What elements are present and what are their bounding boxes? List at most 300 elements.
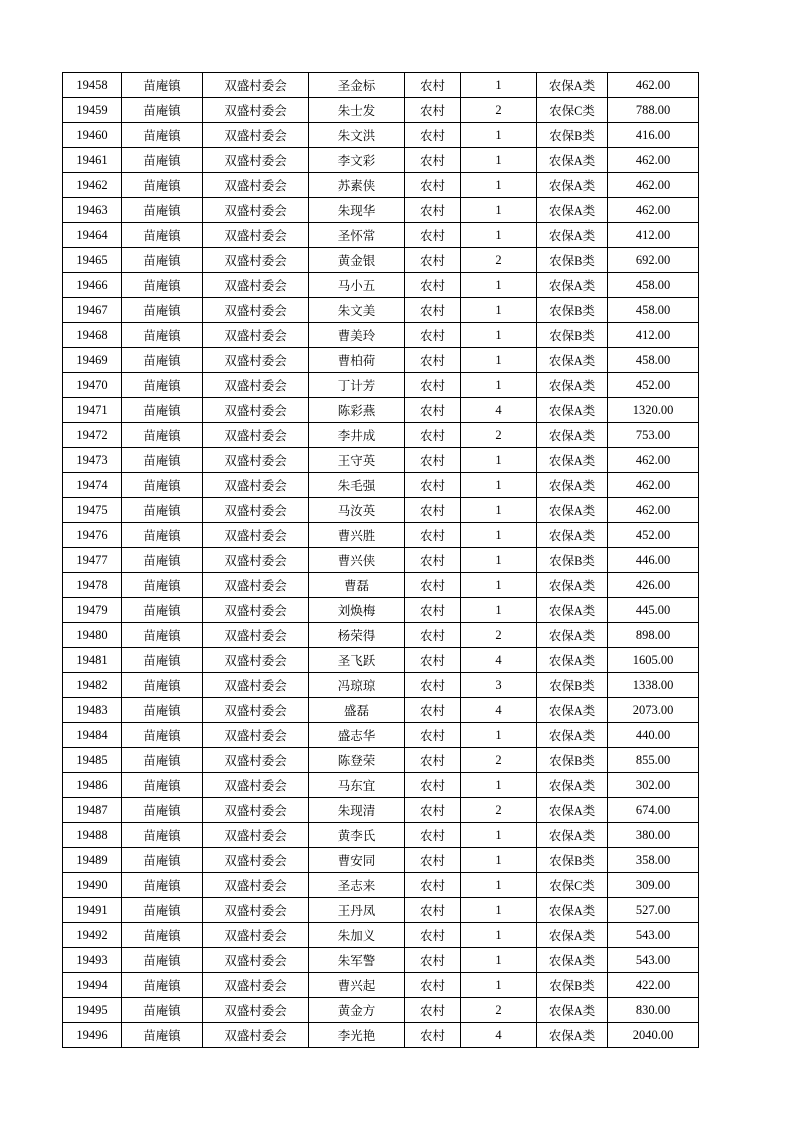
table-row (63, 973, 699, 998)
cell-town: 苗庵镇 (122, 748, 203, 773)
cell-amount: 1338.00 (608, 673, 699, 698)
table-row (63, 548, 699, 573)
cell-id: 19489 (63, 848, 122, 873)
cell-id: 19477 (63, 548, 122, 573)
cell-town: 苗庵镇 (122, 373, 203, 398)
cell-name: 朱文美 (309, 298, 405, 323)
cell-amount: 440.00 (608, 723, 699, 748)
cell-name: 圣志来 (309, 873, 405, 898)
cell-type: 农村 (405, 648, 461, 673)
cell-type: 农村 (405, 473, 461, 498)
cell-insurance: 农保A类 (537, 373, 608, 398)
cell-town: 苗庵镇 (122, 623, 203, 648)
cell-village: 双盛村委会 (203, 548, 309, 573)
cell-id: 19476 (63, 523, 122, 548)
table-row (63, 173, 699, 198)
cell-amount: 753.00 (608, 423, 699, 448)
cell-name: 王守英 (309, 448, 405, 473)
cell-id: 19481 (63, 648, 122, 673)
cell-insurance: 农保B类 (537, 748, 608, 773)
cell-type: 农村 (405, 273, 461, 298)
cell-village: 双盛村委会 (203, 73, 309, 98)
cell-village: 双盛村委会 (203, 248, 309, 273)
cell-town: 苗庵镇 (122, 898, 203, 923)
table-row (63, 648, 699, 673)
cell-amount: 462.00 (608, 498, 699, 523)
table-row (63, 223, 699, 248)
cell-id: 19474 (63, 473, 122, 498)
cell-town: 苗庵镇 (122, 98, 203, 123)
cell-name: 陈彩燕 (309, 398, 405, 423)
cell-count: 4 (461, 1023, 537, 1048)
cell-count: 1 (461, 273, 537, 298)
cell-village: 双盛村委会 (203, 398, 309, 423)
cell-count: 1 (461, 473, 537, 498)
cell-type: 农村 (405, 723, 461, 748)
cell-count: 2 (461, 998, 537, 1023)
cell-insurance: 农保A类 (537, 573, 608, 598)
cell-type: 农村 (405, 1023, 461, 1048)
cell-type: 农村 (405, 898, 461, 923)
cell-name: 黄金方 (309, 998, 405, 1023)
cell-insurance: 农保B类 (537, 973, 608, 998)
cell-type: 农村 (405, 623, 461, 648)
cell-amount: 543.00 (608, 948, 699, 973)
cell-town: 苗庵镇 (122, 698, 203, 723)
cell-name: 曹柏荷 (309, 348, 405, 373)
cell-name: 刘焕梅 (309, 598, 405, 623)
cell-amount: 2040.00 (608, 1023, 699, 1048)
cell-town: 苗庵镇 (122, 873, 203, 898)
records-table (62, 72, 699, 1048)
cell-village: 双盛村委会 (203, 973, 309, 998)
cell-count: 1 (461, 223, 537, 248)
cell-village: 双盛村委会 (203, 148, 309, 173)
cell-insurance: 农保A类 (537, 998, 608, 1023)
cell-town: 苗庵镇 (122, 298, 203, 323)
cell-village: 双盛村委会 (203, 723, 309, 748)
cell-amount: 830.00 (608, 998, 699, 1023)
cell-town: 苗庵镇 (122, 498, 203, 523)
cell-town: 苗庵镇 (122, 348, 203, 373)
cell-id: 19494 (63, 973, 122, 998)
cell-type: 农村 (405, 998, 461, 1023)
cell-insurance: 农保A类 (537, 723, 608, 748)
cell-amount: 1605.00 (608, 648, 699, 673)
cell-village: 双盛村委会 (203, 448, 309, 473)
cell-count: 1 (461, 173, 537, 198)
cell-id: 19478 (63, 573, 122, 598)
table-row (63, 498, 699, 523)
table-row (63, 448, 699, 473)
cell-amount: 309.00 (608, 873, 699, 898)
cell-town: 苗庵镇 (122, 323, 203, 348)
cell-amount: 416.00 (608, 123, 699, 148)
cell-amount: 462.00 (608, 148, 699, 173)
cell-id: 19488 (63, 823, 122, 848)
cell-insurance: 农保A类 (537, 223, 608, 248)
cell-count: 2 (461, 798, 537, 823)
cell-village: 双盛村委会 (203, 923, 309, 948)
cell-count: 1 (461, 373, 537, 398)
cell-town: 苗庵镇 (122, 448, 203, 473)
cell-count: 1 (461, 723, 537, 748)
table-row (63, 298, 699, 323)
cell-village: 双盛村委会 (203, 348, 309, 373)
cell-amount: 462.00 (608, 173, 699, 198)
cell-id: 19491 (63, 898, 122, 923)
cell-name: 苏素侠 (309, 173, 405, 198)
cell-name: 丁计芳 (309, 373, 405, 398)
cell-village: 双盛村委会 (203, 298, 309, 323)
cell-type: 农村 (405, 848, 461, 873)
cell-count: 1 (461, 548, 537, 573)
cell-id: 19473 (63, 448, 122, 473)
cell-name: 盛磊 (309, 698, 405, 723)
cell-count: 1 (461, 923, 537, 948)
cell-amount: 674.00 (608, 798, 699, 823)
cell-count: 1 (461, 323, 537, 348)
cell-type: 农村 (405, 923, 461, 948)
table-row (63, 473, 699, 498)
cell-count: 1 (461, 298, 537, 323)
cell-amount: 543.00 (608, 923, 699, 948)
cell-id: 19465 (63, 248, 122, 273)
cell-name: 冯琼琼 (309, 673, 405, 698)
table-row (63, 873, 699, 898)
cell-name: 李井成 (309, 423, 405, 448)
cell-id: 19475 (63, 498, 122, 523)
cell-town: 苗庵镇 (122, 473, 203, 498)
cell-town: 苗庵镇 (122, 798, 203, 823)
cell-village: 双盛村委会 (203, 648, 309, 673)
cell-id: 19468 (63, 323, 122, 348)
cell-village: 双盛村委会 (203, 123, 309, 148)
cell-insurance: 农保B类 (537, 673, 608, 698)
cell-name: 盛志华 (309, 723, 405, 748)
cell-count: 1 (461, 948, 537, 973)
cell-village: 双盛村委会 (203, 598, 309, 623)
table-row (63, 348, 699, 373)
cell-insurance: 农保A类 (537, 173, 608, 198)
cell-count: 1 (461, 148, 537, 173)
cell-name: 马小五 (309, 273, 405, 298)
cell-id: 19471 (63, 398, 122, 423)
cell-insurance: 农保B类 (537, 323, 608, 348)
cell-insurance: 农保A类 (537, 773, 608, 798)
cell-insurance: 农保A类 (537, 498, 608, 523)
cell-id: 19482 (63, 673, 122, 698)
cell-village: 双盛村委会 (203, 748, 309, 773)
cell-village: 双盛村委会 (203, 373, 309, 398)
cell-name: 陈登荣 (309, 748, 405, 773)
cell-name: 朱现清 (309, 798, 405, 823)
cell-village: 双盛村委会 (203, 473, 309, 498)
cell-insurance: 农保B类 (537, 123, 608, 148)
cell-town: 苗庵镇 (122, 848, 203, 873)
cell-type: 农村 (405, 573, 461, 598)
table-row (63, 898, 699, 923)
cell-name: 朱文洪 (309, 123, 405, 148)
cell-amount: 898.00 (608, 623, 699, 648)
cell-amount: 458.00 (608, 348, 699, 373)
table-row (63, 198, 699, 223)
cell-type: 农村 (405, 598, 461, 623)
cell-count: 1 (461, 573, 537, 598)
cell-amount: 380.00 (608, 823, 699, 848)
cell-insurance: 农保B类 (537, 548, 608, 573)
cell-count: 4 (461, 698, 537, 723)
cell-insurance: 农保A类 (537, 923, 608, 948)
cell-type: 农村 (405, 423, 461, 448)
table-row (63, 98, 699, 123)
cell-name: 朱士发 (309, 98, 405, 123)
cell-type: 农村 (405, 173, 461, 198)
cell-amount: 462.00 (608, 73, 699, 98)
cell-amount: 855.00 (608, 748, 699, 773)
cell-id: 19458 (63, 73, 122, 98)
table-row (63, 73, 699, 98)
cell-count: 4 (461, 648, 537, 673)
cell-town: 苗庵镇 (122, 398, 203, 423)
cell-insurance: 农保A类 (537, 148, 608, 173)
cell-insurance: 农保A类 (537, 473, 608, 498)
cell-amount: 462.00 (608, 198, 699, 223)
cell-name: 圣金标 (309, 73, 405, 98)
cell-village: 双盛村委会 (203, 798, 309, 823)
cell-type: 农村 (405, 198, 461, 223)
table-row (63, 698, 699, 723)
table-row (63, 748, 699, 773)
cell-amount: 445.00 (608, 598, 699, 623)
cell-insurance: 农保A类 (537, 623, 608, 648)
cell-insurance: 农保A类 (537, 523, 608, 548)
cell-type: 农村 (405, 823, 461, 848)
cell-amount: 458.00 (608, 298, 699, 323)
cell-type: 农村 (405, 698, 461, 723)
cell-insurance: 农保A类 (537, 198, 608, 223)
cell-insurance: 农保A类 (537, 398, 608, 423)
cell-village: 双盛村委会 (203, 773, 309, 798)
cell-insurance: 农保A类 (537, 598, 608, 623)
cell-id: 19490 (63, 873, 122, 898)
cell-town: 苗庵镇 (122, 523, 203, 548)
cell-count: 1 (461, 448, 537, 473)
cell-insurance: 农保C类 (537, 98, 608, 123)
cell-town: 苗庵镇 (122, 673, 203, 698)
cell-id: 19469 (63, 348, 122, 373)
cell-type: 农村 (405, 98, 461, 123)
cell-name: 圣怀常 (309, 223, 405, 248)
cell-type: 农村 (405, 748, 461, 773)
cell-town: 苗庵镇 (122, 823, 203, 848)
cell-insurance: 农保B类 (537, 248, 608, 273)
cell-type: 农村 (405, 148, 461, 173)
cell-amount: 527.00 (608, 898, 699, 923)
cell-type: 农村 (405, 323, 461, 348)
cell-name: 马汝英 (309, 498, 405, 523)
cell-id: 19460 (63, 123, 122, 148)
cell-town: 苗庵镇 (122, 723, 203, 748)
cell-count: 2 (461, 623, 537, 648)
cell-name: 曹兴起 (309, 973, 405, 998)
cell-village: 双盛村委会 (203, 323, 309, 348)
table-row (63, 523, 699, 548)
cell-id: 19459 (63, 98, 122, 123)
cell-name: 黄李氏 (309, 823, 405, 848)
cell-village: 双盛村委会 (203, 523, 309, 548)
cell-name: 曹磊 (309, 573, 405, 598)
cell-town: 苗庵镇 (122, 223, 203, 248)
cell-name: 圣飞跃 (309, 648, 405, 673)
cell-village: 双盛村委会 (203, 273, 309, 298)
cell-id: 19493 (63, 948, 122, 973)
cell-town: 苗庵镇 (122, 423, 203, 448)
cell-type: 农村 (405, 73, 461, 98)
cell-count: 1 (461, 598, 537, 623)
cell-amount: 788.00 (608, 98, 699, 123)
cell-insurance: 农保A类 (537, 798, 608, 823)
cell-insurance: 农保A类 (537, 273, 608, 298)
cell-count: 2 (461, 98, 537, 123)
table-row (63, 373, 699, 398)
cell-insurance: 农保B类 (537, 298, 608, 323)
cell-name: 朱军警 (309, 948, 405, 973)
cell-type: 农村 (405, 398, 461, 423)
cell-type: 农村 (405, 123, 461, 148)
cell-count: 2 (461, 423, 537, 448)
cell-village: 双盛村委会 (203, 573, 309, 598)
cell-count: 1 (461, 523, 537, 548)
cell-id: 19462 (63, 173, 122, 198)
cell-insurance: 农保A类 (537, 348, 608, 373)
cell-town: 苗庵镇 (122, 73, 203, 98)
cell-insurance: 农保A类 (537, 73, 608, 98)
cell-count: 1 (461, 773, 537, 798)
cell-town: 苗庵镇 (122, 273, 203, 298)
cell-id: 19492 (63, 923, 122, 948)
table-row (63, 948, 699, 973)
cell-town: 苗庵镇 (122, 573, 203, 598)
cell-town: 苗庵镇 (122, 248, 203, 273)
cell-amount: 692.00 (608, 248, 699, 273)
cell-town: 苗庵镇 (122, 198, 203, 223)
cell-amount: 462.00 (608, 473, 699, 498)
cell-amount: 452.00 (608, 373, 699, 398)
cell-village: 双盛村委会 (203, 873, 309, 898)
cell-amount: 412.00 (608, 323, 699, 348)
cell-name: 朱加义 (309, 923, 405, 948)
cell-type: 农村 (405, 673, 461, 698)
cell-name: 王丹凤 (309, 898, 405, 923)
cell-count: 1 (461, 198, 537, 223)
cell-id: 19495 (63, 998, 122, 1023)
cell-type: 农村 (405, 248, 461, 273)
cell-id: 19480 (63, 623, 122, 648)
cell-insurance: 农保A类 (537, 648, 608, 673)
cell-count: 2 (461, 248, 537, 273)
cell-town: 苗庵镇 (122, 598, 203, 623)
cell-amount: 452.00 (608, 523, 699, 548)
table-row (63, 848, 699, 873)
cell-town: 苗庵镇 (122, 973, 203, 998)
cell-village: 双盛村委会 (203, 698, 309, 723)
cell-amount: 462.00 (608, 448, 699, 473)
cell-insurance: 农保A类 (537, 448, 608, 473)
cell-village: 双盛村委会 (203, 623, 309, 648)
cell-id: 19487 (63, 798, 122, 823)
cell-type: 农村 (405, 873, 461, 898)
cell-village: 双盛村委会 (203, 898, 309, 923)
cell-insurance: 农保A类 (537, 948, 608, 973)
cell-amount: 458.00 (608, 273, 699, 298)
cell-insurance: 农保B类 (537, 848, 608, 873)
table-row (63, 273, 699, 298)
table-row (63, 798, 699, 823)
table-row (63, 773, 699, 798)
cell-type: 农村 (405, 973, 461, 998)
table-row (63, 823, 699, 848)
cell-village: 双盛村委会 (203, 998, 309, 1023)
cell-type: 农村 (405, 223, 461, 248)
cell-town: 苗庵镇 (122, 998, 203, 1023)
cell-insurance: 农保C类 (537, 873, 608, 898)
cell-town: 苗庵镇 (122, 923, 203, 948)
cell-id: 19463 (63, 198, 122, 223)
table-row (63, 673, 699, 698)
cell-count: 1 (461, 73, 537, 98)
cell-type: 农村 (405, 298, 461, 323)
cell-count: 3 (461, 673, 537, 698)
cell-name: 曹安同 (309, 848, 405, 873)
cell-amount: 1320.00 (608, 398, 699, 423)
cell-amount: 412.00 (608, 223, 699, 248)
cell-id: 19472 (63, 423, 122, 448)
cell-id: 19496 (63, 1023, 122, 1048)
cell-type: 农村 (405, 523, 461, 548)
cell-insurance: 农保A类 (537, 898, 608, 923)
table-row (63, 248, 699, 273)
table-row (63, 148, 699, 173)
table-row (63, 123, 699, 148)
cell-id: 19467 (63, 298, 122, 323)
table-row (63, 598, 699, 623)
cell-village: 双盛村委会 (203, 423, 309, 448)
cell-count: 1 (461, 873, 537, 898)
cell-insurance: 农保A类 (537, 1023, 608, 1048)
cell-type: 农村 (405, 548, 461, 573)
cell-id: 19484 (63, 723, 122, 748)
table-row (63, 423, 699, 448)
cell-village: 双盛村委会 (203, 98, 309, 123)
cell-type: 农村 (405, 498, 461, 523)
cell-village: 双盛村委会 (203, 823, 309, 848)
cell-insurance: 农保A类 (537, 823, 608, 848)
table-row (63, 398, 699, 423)
cell-town: 苗庵镇 (122, 1023, 203, 1048)
cell-id: 19485 (63, 748, 122, 773)
cell-village: 双盛村委会 (203, 198, 309, 223)
cell-type: 农村 (405, 798, 461, 823)
cell-village: 双盛村委会 (203, 173, 309, 198)
cell-id: 19479 (63, 598, 122, 623)
cell-amount: 446.00 (608, 548, 699, 573)
cell-village: 双盛村委会 (203, 848, 309, 873)
cell-village: 双盛村委会 (203, 673, 309, 698)
cell-type: 农村 (405, 373, 461, 398)
cell-village: 双盛村委会 (203, 948, 309, 973)
cell-town: 苗庵镇 (122, 648, 203, 673)
